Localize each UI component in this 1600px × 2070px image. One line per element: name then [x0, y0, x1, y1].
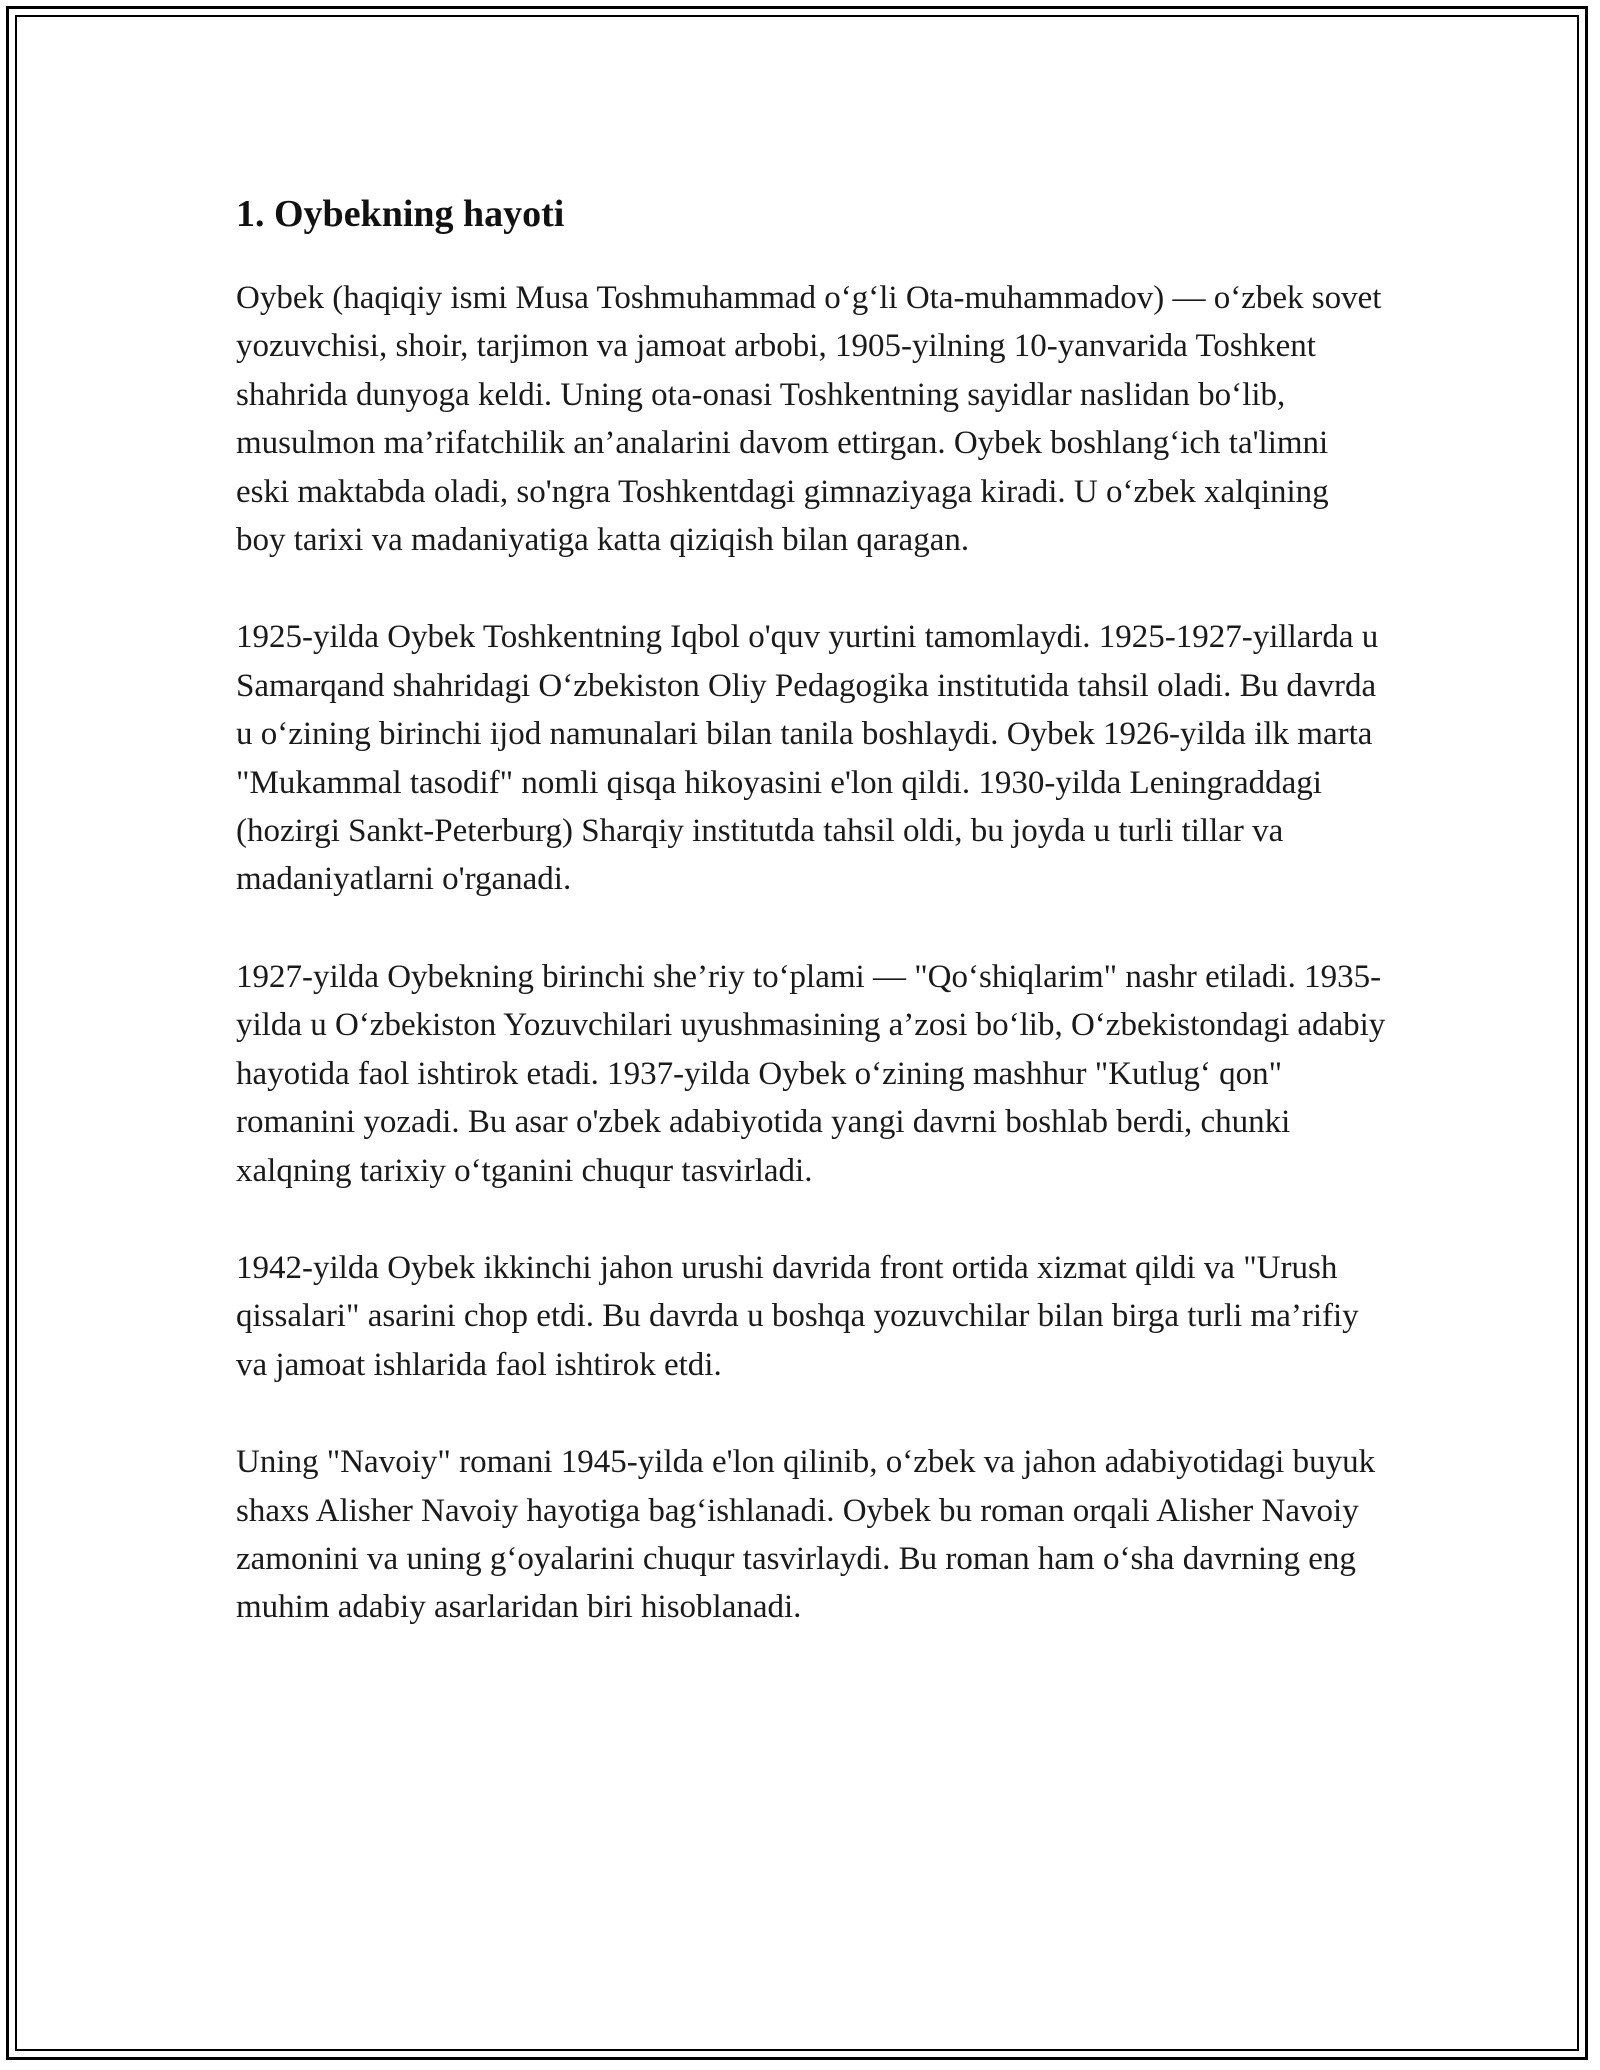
paragraph-navoiy-novel: Uning "Navoiy" romani 1945-yilda e'lon qilinib, o‘zbek va jahon adabiyotidagi buyuk shaxs Alisher Navoiy hayotiga bag‘ishlanadi. Oybek bu roman orqali Alisher Navoiy zamonini va uning g‘oyalarini chuqur tasvirlaydi. Bu roman ham o‘sha davrning eng muhim adabiy asarlaridan biri hisoblanadi.	[236, 1444, 1376, 1626]
paragraph-first-works: 1927-yilda Oybekning birinchi she’riy to‘plami — "Qo‘shiqlarim" nashr etiladi. 1935-yilda u O‘zbekiston Yozuvchilari uyushmasining a’zosi bo‘lib, O‘zbekistondagi adabiy hayotida faol ishtirok etadi. 1937-yilda Oybek o‘zining mashhur "Kutlug‘ qon" romanini yozadi. Bu asar o'zbek adabiyotida yangi davrni boshlab berdi, chunki xalqning tarixiy o‘tganini chuqur tasvirladi.	[236, 958, 1386, 1189]
paragraph-education: 1925-yilda Oybek Toshkentning Iqbol o'quv yurtini tamomlaydi. 1925-1927-yillarda u Samarqand shahridagi O‘zbekiston Oliy Pedagogika institutida tahsil oladi. Bu davrda u o‘zining birinchi ijod namunalari bilan tanila boshlaydi. Oybek 1926-yilda ilk marta "Mukammal tasodif" nomli qisqa hikoyasini e'lon qildi. 1930-yilda Leningraddagi (hozirgi Sankt-Peterburg) Sharqiy institutda tahsil oldi, bu joyda u turli tillar va madaniyatlarni o'rganadi.	[236, 619, 1379, 898]
paragraph-war-years: 1942-yilda Oybek ikkinchi jahon urushi davrida front ortida xizmat qildi va "Urush qissalari" asarini chop etdi. Bu davrda u boshqa yozuvchilar bilan birga turli ma’rifiy va jamoat ishlarida faol ishtirok etdi.	[236, 1249, 1359, 1383]
section-heading: 1. Oybekning hayoti	[236, 193, 565, 235]
document-body	[236, 188, 1386, 1681]
paragraph-early-life: Oybek (haqiqiy ismi Musa Toshmuhammad o‘g‘li Ota-muhammadov) — o‘zbek sovet yozuvchisi, shoir, tarjimon va jamoat arbobi, 1905-yilning 10-yanvarida Toshkent shahrida dunyoga keldi. Uning ota-onasi Toshkentning sayidlar naslidan bo‘lib, musulmon ma’rifatchilik an’analarini davom ettirgan. Oybek boshlang‘ich ta'limni eski maktabda oladi, so'ngra Toshkentdagi gimnaziyaga kiradi. U o‘zbek xalqining boy tarixi va madaniyatiga katta qiziqish bilan qaragan.	[236, 280, 1382, 559]
